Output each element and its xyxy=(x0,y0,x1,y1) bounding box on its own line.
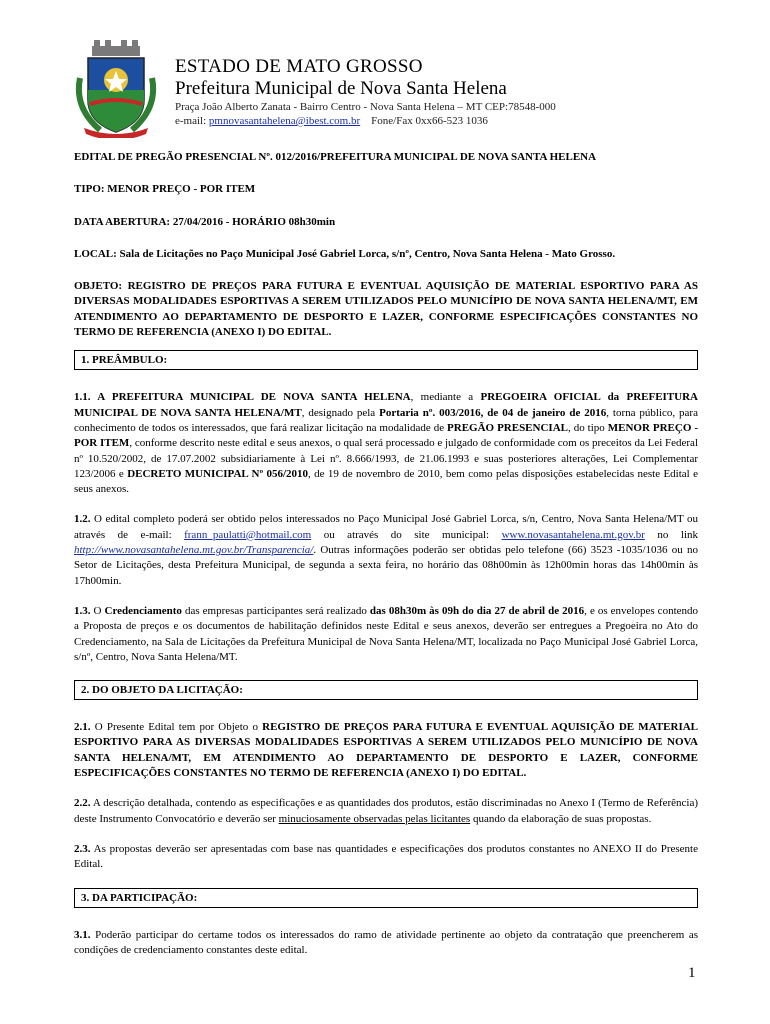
phone-fax: Fone/Fax 0xx66-523 1036 xyxy=(371,115,488,127)
section-heading-preambulo: 1. PREÂMBULO: xyxy=(74,350,698,370)
paragraph-1-2: 1.2. O edital completo poderá ser obtido pelos interessados no Paço Municipal José Gabriel Lorca, s/n, Centro, Nova Santa Helena/MT ou através de e-mail: frann_paulatti@hotmail.com ou através do site municipal: www.novasantahelena.mt.gov.br no link http://www.novasantahelena.mt.gov.br/Transparencia/. Outras informações poderão ser obtidas pelo telefone (66) 3523 -1035/1036 ou no Setor de Licitações, desta Prefeitura Municipal, de segunda a sexta feira, no horário das 08h00min às 12h00min horas das 14h00min às 17h00min. xyxy=(74,513,698,587)
section-heading-participacao: 3. DA PARTICIPAÇÃO: xyxy=(74,888,698,908)
edital-title: EDITAL DE PREGÃO PRESENCIAL Nº. 012/2016/PREFEITURA MUNICIPAL DE NOVA SANTA HELENA xyxy=(74,151,597,163)
transparency-link[interactable]: http://www.novasantahelena.mt.gov.br/Transparencia/ xyxy=(74,544,314,557)
abertura-line: DATA ABERTURA: 27/04/2016 - HORÁRIO 08h30min xyxy=(74,215,336,228)
paragraph-2-1: 2.1. O Presente Edital tem por Objeto o REGISTRO DE PREÇOS PARA FUTURA E EVENTUAL AQUISIÇÃO DE MATERIAL ESPORTIVO PARA AS DIVERSAS MODALIDADES ESPORTIVAS A SEREM UTILIZADOS PELO MUNICÍPIO DE NOVA SANTA HELENA/MT, EM ATENDIMENTO AO DEPARTAMENTO DE DESPORTO E LAZER, CONFORME ESPECIFICAÇÕES CONSTANTES NO TERMO DE REFERENCIA (ANEXO I) DO EDITAL. xyxy=(74,721,698,780)
paragraph-1-1: 1.1. A PREFEITURA MUNICIPAL DE NOVA SANTA HELENA, mediante a PREGOEIRA OFICIAL da PREFEITURA MUNICIPAL DE NOVA SANTA HELENA/MT, designado pela Portaria nº. 003/2016, de 04 de janeiro de 2016, torna público, para conhecimento de todos os interessados, que fará realizar licitação na modalidade de PREGÃO PRESENCIAL, do tipo MENOR PREÇO - POR ITEM, conforme descrito neste edital e seus anexos, o qual será processado e julgado de conformidade com os preceitos da Lei Federal nº 10.520/2002, de 17.07.2002 subsidiariamente à Lei nº. 8.666/1993, de 21.06.1993 e suas posteriores alterações, Lei Complementar 123/2006 e DECRETO MUNICIPAL Nº 056/2010, de 19 de novembro de 2010, bem como pelas disposições estabelecidas neste Edital e seus anexos. xyxy=(74,391,699,496)
contact-line xyxy=(175,114,556,128)
prefecture-email-link[interactable]: pmnovasantahelena@ibest.com.br xyxy=(208,115,361,127)
municipal-crest-logo xyxy=(70,38,162,138)
municipal-site-link[interactable]: www.novasantahelena.mt.gov.br xyxy=(501,528,645,541)
email-label: e-mail: xyxy=(175,115,209,127)
paragraph-3-1: 3.1. Poderão participar do certame todos os interessados do ramo de atividade pertinente ao objeto da contratação que preencherem as condições de credenciamento constantes deste edital. xyxy=(74,928,698,956)
objeto-paragraph: OBJETO: REGISTRO DE PREÇOS PARA FUTURA E EVENTUAL AQUISIÇÃO DE MATERIAL ESPORTIVO PARA AS DIVERSAS MODALIDADES ESPORTIVAS A SEREM UTILIZADOS PELO MUNICÍPIO DE NOVA SANTA HELENA/MT, EM ATENDIMENTO AO DEPARTAMENTO DE DESPORTO E LAZER, CONFORME ESPECIFICAÇÕES CONSTANTES NO TERMO DE REFERENCIA (ANEXO I) DO EDITAL. xyxy=(74,280,698,339)
prefecture-name: Prefeitura Municipal de Nova Santa Helena xyxy=(175,78,507,99)
tipo-line: TIPO: MENOR PREÇO - POR ITEM xyxy=(74,183,256,196)
prefecture-address: Praça João Alberto Zanata - Bairro Centro - Nova Santa Helena – MT CEP:78548-000 xyxy=(175,101,556,113)
document-body xyxy=(74,150,698,973)
contact-email-link[interactable]: frann_paulatti@hotmail.com xyxy=(184,528,312,541)
paragraph-1-3: 1.3. O Credenciamento das empresas participantes será realizado das 08h30m às 09h do dia 27 de abril de 2016, e os envelopes contendo a Proposta de preços e os documentos de habilitação definidos neste Edital e seus anexos, deverão ser entregues a Pregoeira no Ato do Credenciamento, na Sala de Licitações da Prefeitura Municipal de Nova Santa Helena/MT, localizada no Paço Municipal José Gabriel Lorca, s/nº, Centro, Nova Santa Helena/MT. xyxy=(74,604,699,663)
local-line: LOCAL: Sala de Licitações no Paço Municipal José Gabriel Lorca, s/nº, Centro, Nova Santa Helena - Mato Grosso. xyxy=(74,247,616,260)
paragraph-2-2: 2.2. A descrição detalhada, contendo as especificações e as quantidades dos produtos, estão discriminadas no Anexo I (Termo de Referência) deste Instrumento Convocatório e deverão ser minuciosamente observadas pelas licitantes quando da elaboração de suas propostas. xyxy=(74,797,698,825)
page-number: 1 xyxy=(688,965,696,981)
letterhead xyxy=(70,38,630,138)
section-heading-objeto: 2. DO OBJETO DA LICITAÇÃO: xyxy=(74,680,698,700)
paragraph-2-3: 2.3. As propostas deverão ser apresentadas com base nas quantidades e especificações dos produtos constantes no ANEXO II do Presente Edital. xyxy=(74,842,698,871)
state-name: ESTADO DE MATO GROSSO xyxy=(175,56,423,77)
